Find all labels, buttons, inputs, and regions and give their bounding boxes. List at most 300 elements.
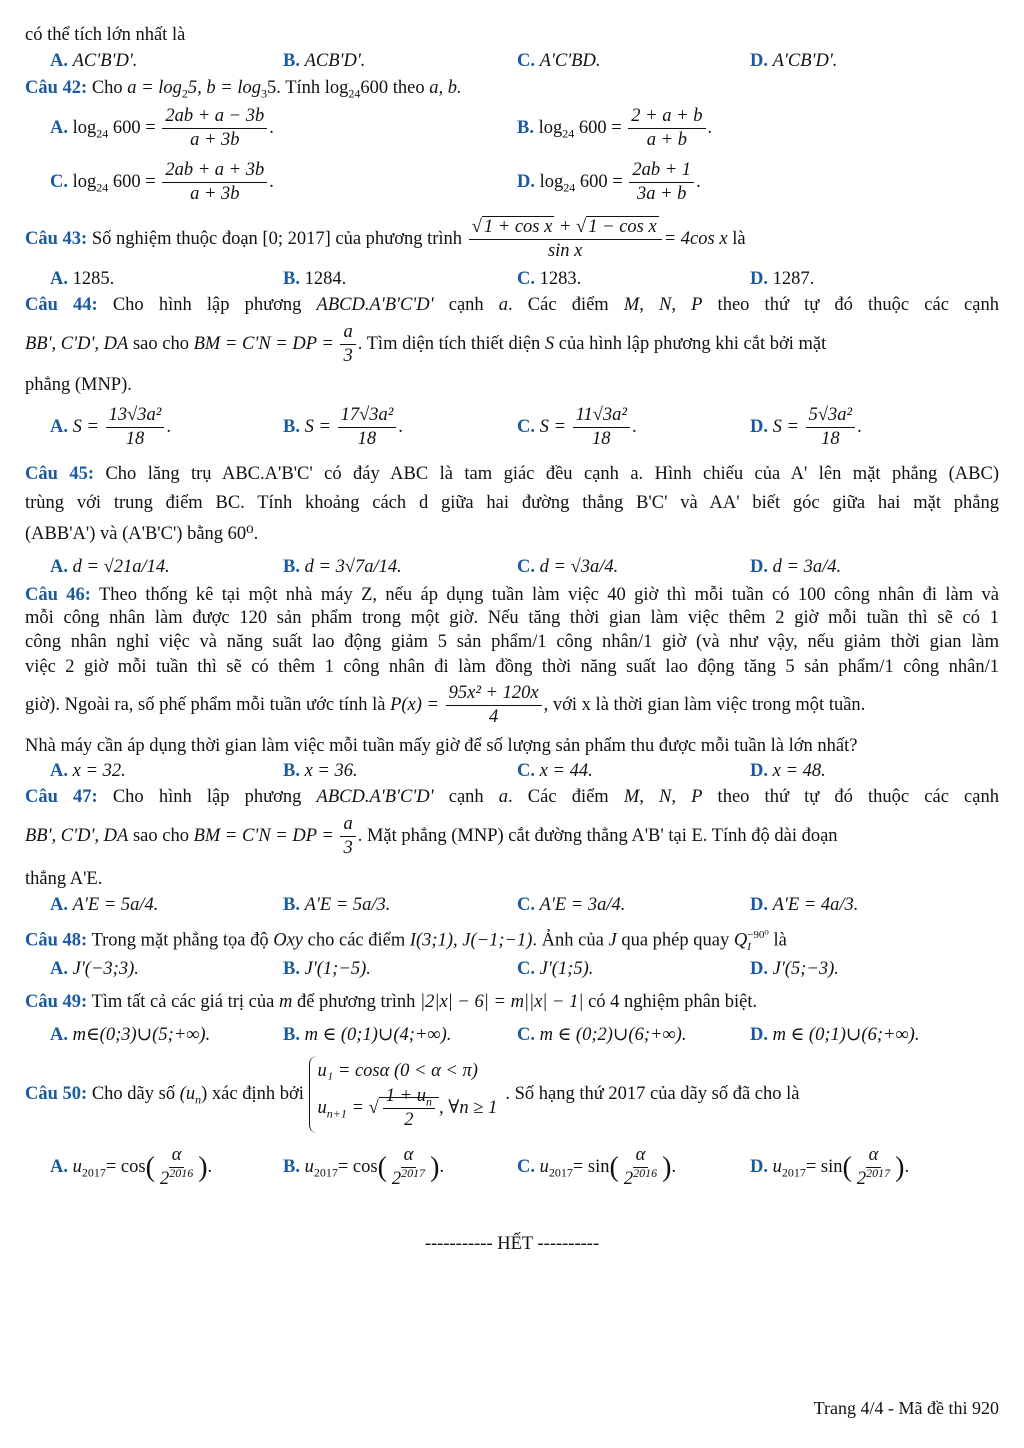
text: Nhà máy cần áp dụng thời gian làm việc mỗi tuần mấy giờ để số lượng sản phẩm thu được mỗi tuần là lớn nhất?	[25, 736, 858, 756]
option-letter: C.	[517, 269, 535, 289]
radicand: 1 − cos x	[588, 217, 657, 237]
denominator: a + b	[646, 130, 688, 151]
option-letter: A.	[50, 118, 68, 139]
option-d	[750, 50, 837, 72]
end-marker: ----------- HẾT ----------	[424, 1234, 600, 1254]
question-43	[25, 217, 999, 263]
option-b	[283, 894, 390, 916]
text: . Số hạng thứ 2017 của dãy số đã cho là	[505, 1083, 800, 1104]
option-letter: C.	[517, 1157, 535, 1178]
fraction	[338, 405, 397, 451]
option-letter: C.	[50, 172, 68, 193]
text: sao cho	[128, 334, 194, 355]
option-text: x = 44.	[539, 761, 593, 781]
option-a	[50, 556, 170, 578]
numerator: a	[340, 814, 355, 837]
option-letter: C.	[517, 761, 535, 781]
question-label: Câu 50:	[25, 1083, 88, 1104]
option-letter: D.	[750, 959, 768, 979]
math: = cos	[105, 1157, 146, 1178]
text: Cho hình lập phương	[97, 787, 317, 807]
option-c	[517, 50, 600, 72]
option-a	[50, 894, 158, 916]
fraction	[389, 1145, 428, 1191]
text: để phương trình	[292, 992, 421, 1012]
option-a: A. $u_{2017}= \cos$( $\frac{\alpha}{2^{2016}}$ ).	[50, 1145, 213, 1190]
numerator: 2ab + a − 3b	[162, 106, 267, 129]
option-text: ACB'D'.	[304, 51, 366, 71]
numerator: 2ab + a + 3b	[162, 160, 267, 183]
option-a	[50, 268, 114, 290]
question-label: Câu 43:	[25, 229, 88, 250]
option-letter: A.	[50, 959, 68, 979]
text: việc 2 giờ mỗi tuần thì sẽ có thêm 1 công nhân đi làm đồng thời năng suất lao động tăng 5 sản phẩm/1 công nhân/1	[25, 657, 999, 677]
text: . Tìm diện tích thiết diện	[357, 334, 545, 355]
question-48	[25, 929, 999, 953]
option-letter: A.	[50, 761, 68, 781]
math: (u	[179, 1083, 196, 1104]
text: theo thứ tự đó thuộc các cạnh	[702, 295, 999, 315]
option-c: C. $\log_{24} 600$ = $\frac{2ab + a + 3b}{a + 3b}$ .	[50, 160, 274, 205]
option-letter: D.	[750, 895, 768, 915]
option-d	[750, 1024, 919, 1046]
recurrence-system: u₁ = cosα (0 < α < π) $u_{n+1}$ = √ $\frac{1 + u_n}{2}$ , ∀n ≥ 1	[309, 1056, 506, 1133]
fraction	[573, 405, 630, 451]
option-letter: A.	[50, 895, 68, 915]
option-text: m∈(0;3)∪(5;+∞).	[72, 1025, 211, 1045]
text: . Mặt phẳng (MNP) cắt đường thẳng A'B' tại E. Tính độ dài đoạn	[357, 826, 838, 847]
fraction	[628, 106, 705, 152]
option-b	[283, 760, 358, 782]
option-text: x = 48.	[772, 761, 826, 781]
text: Số nghiệm thuộc đoạn	[87, 229, 263, 250]
numerator: 13√3a²	[106, 405, 165, 428]
exponent: 2016	[633, 1166, 658, 1181]
math: m	[278, 992, 293, 1012]
text: Cho	[87, 78, 128, 98]
option-letter: B.	[283, 269, 300, 289]
math: M, N, P	[623, 787, 703, 807]
numerator: √ 1 + cos x + √ 1 − cos x	[469, 217, 662, 240]
math: , ∀n ≥ 1	[439, 1097, 498, 1118]
question-label: Câu 46:	[25, 585, 91, 605]
denominator: a + 3b	[190, 130, 240, 151]
fraction	[340, 322, 355, 368]
option-text: m ∈ (0;2)∪(6;+∞).	[539, 1025, 687, 1045]
option-a	[50, 1024, 210, 1046]
fraction	[162, 106, 267, 152]
option-text: J'(−3;3).	[72, 959, 139, 979]
fraction	[383, 1086, 435, 1132]
option-text: 1284.	[304, 269, 347, 289]
text-line	[25, 24, 999, 46]
option-text: J'(5;−3).	[772, 959, 839, 979]
option-letter: A.	[50, 557, 68, 577]
subscript: 2017	[313, 1165, 338, 1180]
subscript: 2017	[548, 1165, 573, 1180]
denominator: 18	[592, 429, 611, 450]
question-45	[25, 463, 999, 485]
option-text: A'C'BD.	[539, 51, 601, 71]
math: [0; 2017]	[262, 229, 331, 250]
option-d	[750, 268, 814, 290]
option-letter: B.	[283, 761, 300, 781]
denominator: 18	[125, 429, 145, 450]
option-text: x = 32.	[72, 761, 126, 781]
math: J	[608, 930, 617, 951]
option-letter: D.	[750, 761, 768, 781]
math: 5, b = log	[187, 78, 262, 98]
question-49	[25, 991, 999, 1013]
option-letter: B.	[283, 1157, 300, 1178]
question-label: Câu 49:	[25, 992, 88, 1012]
text: 600 theo	[360, 78, 430, 98]
option-d: D. $\log_{24} 600$ = $\frac{2ab + 1}{3a + b}$ .	[517, 160, 701, 205]
superscript: −90⁰	[747, 929, 769, 941]
option-d: D. $u_{2017}= \sin$( $\frac{\alpha}{2^{2017}}$ ).	[750, 1145, 910, 1190]
fraction	[106, 405, 165, 451]
option-letter: C.	[517, 1025, 535, 1045]
fraction	[469, 217, 662, 263]
option-letter: A.	[50, 269, 68, 289]
option-d	[750, 760, 826, 782]
option-d	[750, 894, 858, 916]
math: u₁ = cosα (0 < α < π)	[317, 1061, 478, 1081]
numerator: 5√3a²	[806, 405, 855, 428]
question-46-line3	[25, 631, 999, 653]
option-c	[517, 268, 581, 290]
denominator: 2	[391, 1169, 402, 1190]
math: BB', C'D', DA	[25, 334, 129, 355]
math: S =	[304, 417, 336, 438]
option-b	[283, 556, 402, 578]
subscript: n	[195, 1092, 202, 1107]
text: , với x là thời gian làm việc trong một tuần.	[543, 695, 866, 716]
option-text: J'(1;−5).	[304, 959, 371, 979]
numerator: 1 + u	[385, 1085, 427, 1106]
fraction	[162, 160, 267, 206]
option-c	[517, 958, 593, 980]
text: Tìm tất cả các giá trị của	[87, 992, 279, 1012]
option-text: A'E = 4a/3.	[772, 895, 859, 915]
option-letter: C.	[517, 557, 535, 577]
text: Cho hình lập phương	[97, 295, 317, 315]
option-letter: D.	[750, 1025, 768, 1045]
math: = sin	[572, 1157, 610, 1178]
math: 600 =	[575, 172, 628, 193]
denominator: 18	[357, 429, 377, 450]
option-b	[283, 1024, 451, 1046]
option-letter: D.	[517, 172, 535, 193]
text: theo thứ tự đó thuộc các cạnh	[702, 787, 999, 807]
question-label: Câu 45:	[25, 464, 94, 484]
option-letter: B.	[283, 895, 300, 915]
option-letter: C.	[517, 959, 535, 979]
option-letter: B.	[283, 1025, 300, 1045]
math: =	[346, 1097, 369, 1118]
denominator: 2	[623, 1169, 634, 1190]
rotation-index	[747, 929, 769, 953]
numerator: α	[633, 1145, 649, 1168]
math: a	[498, 787, 509, 807]
option-text: m ∈ (0;1)∪(4;+∞).	[304, 1025, 452, 1045]
math: log	[72, 172, 97, 193]
text: qua phép quay	[616, 930, 734, 951]
option-text: A'E = 5a/4.	[72, 895, 159, 915]
option-text: d = √21a/14.	[72, 557, 170, 577]
page-footer: Trang 4/4 - Mã đề thi 920	[813, 1398, 999, 1418]
option-letter: B.	[283, 417, 300, 438]
question-44	[25, 294, 999, 316]
math: BM = C'N = DP =	[193, 826, 339, 847]
math: I(3;1), J(−1;−1)	[409, 930, 533, 951]
option-text: J'(1;5).	[539, 959, 594, 979]
option-text: 1283.	[539, 269, 582, 289]
math: u	[539, 1157, 549, 1178]
option-text: AC'B'D'.	[72, 51, 138, 71]
option-text: 1285.	[72, 269, 115, 289]
math: Oxy	[273, 930, 304, 951]
math: 24	[563, 180, 576, 195]
text: mỗi công nhân làm được 120 sản phẩm trong một giờ. Nếu tăng thời gian làm việc thêm 2 giờ mỗi tuần thì sẽ có 1	[25, 608, 999, 628]
option-b: B. S = $\frac{\text{17√3a²}}{18}$ .	[283, 405, 403, 450]
text: . Các điểm	[508, 295, 624, 315]
option-b	[283, 50, 365, 72]
text: Cho dãy số	[87, 1083, 180, 1104]
math: 600 =	[108, 172, 161, 193]
math: u	[304, 1157, 314, 1178]
option-letter: B.	[283, 557, 300, 577]
option-text: d = 3√7a/14.	[304, 557, 402, 577]
text: Theo thống kê tại một nhà máy Z, nếu áp dụng tuần làm việc 40 giờ thì mỗi tuần có 100 công nhân đi làm và	[90, 585, 999, 605]
fraction	[157, 1145, 196, 1191]
denominator: a + 3b	[190, 184, 240, 205]
numerator: 2 + a + b	[628, 106, 705, 129]
math: 24	[96, 180, 109, 195]
math: M, N, P	[623, 295, 703, 315]
option-d	[750, 556, 841, 578]
option-a	[50, 958, 139, 980]
math: u	[72, 1157, 82, 1178]
numerator: 95x² + 120x	[446, 683, 542, 706]
math: 600 =	[574, 118, 627, 139]
option-letter: A.	[50, 1025, 68, 1045]
math: a, b.	[429, 78, 462, 98]
question-label: Câu 48:	[25, 930, 88, 951]
text: . Ảnh của	[532, 930, 609, 951]
numerator: α	[866, 1145, 882, 1168]
option-text: d = 3a/4.	[772, 557, 842, 577]
fraction	[446, 683, 542, 729]
text: phẳng (MNP).	[25, 375, 132, 395]
question-label: Câu 47:	[25, 787, 98, 807]
option-b	[283, 958, 371, 980]
text: thẳng A'E.	[25, 869, 103, 889]
text: Cho lăng trụ ABC.A'B'C' có đáy ABC là tam giác đều cạnh a. Hình chiếu của A' lên mặt phẳng (ABC)	[94, 464, 999, 484]
exponent: 2017	[866, 1166, 891, 1181]
math: 5	[267, 78, 277, 98]
question-46-line4	[25, 656, 999, 678]
option-letter: D.	[750, 269, 768, 289]
option-c: C. $u_{2017}= \sin$( $\frac{\alpha}{2^{2016}}$ ).	[517, 1145, 677, 1190]
option-text: m ∈ (0;1)∪(6;+∞).	[772, 1025, 920, 1045]
denominator: 2	[856, 1169, 867, 1190]
exponent: 2017	[401, 1166, 426, 1181]
exponent: 2016	[169, 1166, 194, 1181]
text: trùng với trung điểm BC. Tính khoảng cách d giữa hai đường thẳng B'C' và AA' biết góc giữa hai mặt phẳng	[25, 493, 999, 513]
numerator: 11√3a²	[573, 405, 630, 428]
option-text: d = √3a/4.	[539, 557, 619, 577]
option-letter: A.	[50, 1157, 68, 1178]
math: = 4cos x	[663, 229, 728, 250]
subscript: n+1	[326, 1106, 347, 1121]
question-44-line2	[25, 322, 999, 368]
fraction	[340, 814, 355, 860]
fraction	[629, 160, 694, 206]
option-a	[50, 50, 137, 72]
math: 600 =	[108, 118, 161, 139]
math: a	[498, 295, 509, 315]
option-d: D. S = $\frac{\text{5√3a²}}{18}$ .	[750, 405, 862, 450]
question-47-line3	[25, 868, 999, 890]
text: Trong mặt phẳng tọa độ	[87, 930, 274, 951]
option-letter: D.	[750, 51, 768, 71]
subscript: 2017	[81, 1165, 106, 1180]
text: . Các điểm	[508, 787, 624, 807]
fraction	[806, 405, 855, 451]
option-d	[750, 958, 839, 980]
question-44-line3	[25, 374, 999, 396]
text: xác định bởi	[207, 1083, 304, 1104]
numerator: α	[401, 1145, 417, 1168]
option-c	[517, 556, 618, 578]
question-46-line6	[25, 735, 999, 757]
math: log	[539, 172, 564, 193]
question-label: Câu 44:	[25, 295, 98, 315]
text: giờ). Ngoài ra, số phế phẩm mỗi tuần ước tính là	[25, 695, 391, 716]
text: của hình lập phương khi cắt bởi mặt	[554, 334, 827, 355]
option-text: A'CB'D'.	[772, 51, 838, 71]
option-letter: C.	[517, 417, 535, 438]
option-a	[50, 760, 126, 782]
question-46	[25, 584, 999, 606]
option-letter: A.	[50, 51, 68, 71]
question-42: Câu 42: Cho $a = \log_25$, $b = \log_35$. Tính $\log_{24}600$ theo a, b.	[25, 78, 462, 101]
math: 24	[96, 126, 109, 141]
question-label: Câu 42:	[25, 78, 88, 98]
math: u	[317, 1097, 327, 1118]
option-letter: D.	[750, 417, 768, 438]
text: là	[768, 930, 787, 951]
math: u	[772, 1157, 782, 1178]
numerator: 2ab + 1	[629, 160, 694, 183]
text: có 4 nghiệm phân biệt.	[583, 992, 758, 1012]
option-letter: C.	[517, 895, 535, 915]
option-text: 1287.	[772, 269, 815, 289]
text: . Tính log	[276, 78, 349, 98]
text: là	[727, 229, 746, 250]
option-letter: B.	[283, 959, 300, 979]
option-a: A. S = $\frac{\text{13√3a²}}{18}$ .	[50, 405, 171, 450]
math: BB', C'D', DA	[25, 826, 129, 847]
text: (ABB'A') và (A'B'C') bằng 60⁰.	[25, 524, 259, 544]
option-letter: B.	[283, 51, 300, 71]
text: công nhân nghỉ việc và năng suất lao động giảm 5 sản phẩm/1 công nhân/1 giờ (và như vậy, nếu giảm thời gian làm	[25, 632, 999, 652]
option-b: B. $u_{2017}= \cos$( $\frac{\alpha}{2^{2017}}$ ).	[283, 1145, 445, 1190]
option-letter: D.	[750, 1157, 768, 1178]
option-b	[283, 268, 346, 290]
option-b: B. $\log_{24} 600$ = $\frac{2 + a + b}{a + b}$ .	[517, 106, 713, 151]
text: cạnh	[433, 295, 499, 315]
denominator: 4	[489, 707, 499, 728]
question-47-line2	[25, 814, 999, 860]
math: P(x) =	[390, 695, 444, 716]
math: ABCD.A'B'C'D'	[316, 295, 434, 315]
text: cạnh	[433, 787, 499, 807]
option-c: C. S = $\frac{\text{11√3a²}}{18}$ .	[517, 405, 637, 450]
text: có thể tích lớn nhất là	[25, 25, 186, 45]
option-letter: D.	[750, 557, 768, 577]
fraction	[854, 1145, 893, 1191]
fraction	[621, 1145, 660, 1191]
subscript: n	[426, 1094, 433, 1109]
math: log	[538, 118, 563, 139]
math: ABCD.A'B'C'D'	[316, 787, 434, 807]
denominator: 3	[343, 838, 353, 859]
math: Q	[733, 930, 748, 951]
denominator: 2	[159, 1169, 170, 1190]
math: = cos	[337, 1157, 378, 1178]
option-letter: A.	[50, 417, 68, 438]
option-a: A. $\log_{24} 600$ = $\frac{2ab + a - 3b}{a + 3b}$ .	[50, 106, 274, 151]
option-letter: B.	[517, 118, 534, 139]
numerator: a	[340, 322, 355, 345]
math: S =	[72, 417, 104, 438]
option-letter: C.	[517, 51, 535, 71]
denominator: 3	[343, 346, 353, 367]
numerator: α	[169, 1145, 185, 1168]
denominator: 2	[404, 1110, 414, 1131]
option-c	[517, 760, 593, 782]
option-text: x = 36.	[304, 761, 358, 781]
option-text: A'E = 5a/3.	[304, 895, 391, 915]
math: S =	[772, 417, 804, 438]
numerator: 17√3a²	[338, 405, 397, 428]
question-45-line2	[25, 492, 999, 514]
question-47	[25, 786, 999, 808]
text: cho các điểm	[303, 930, 410, 951]
question-46-line5	[25, 683, 999, 729]
denominator: sin x	[547, 241, 583, 262]
denominator: 3a + b	[636, 184, 687, 205]
math: = sin	[805, 1157, 843, 1178]
math: a = log	[127, 78, 182, 98]
radicand: 1 + cos x	[483, 217, 553, 237]
subscript: I	[747, 941, 751, 954]
math: BM = C'N = DP =	[193, 334, 339, 355]
math: S	[544, 334, 555, 355]
text: sao cho	[128, 826, 194, 847]
math: S =	[539, 417, 571, 438]
math: |2|x| − 6| = m||x| − 1|	[420, 992, 584, 1012]
question-50	[25, 1056, 999, 1133]
question-45-line3	[25, 523, 999, 545]
math: log	[72, 118, 97, 139]
option-c	[517, 1024, 686, 1046]
denominator: 18	[821, 429, 840, 450]
math: 24	[562, 126, 575, 141]
subscript: 2017	[781, 1165, 806, 1180]
